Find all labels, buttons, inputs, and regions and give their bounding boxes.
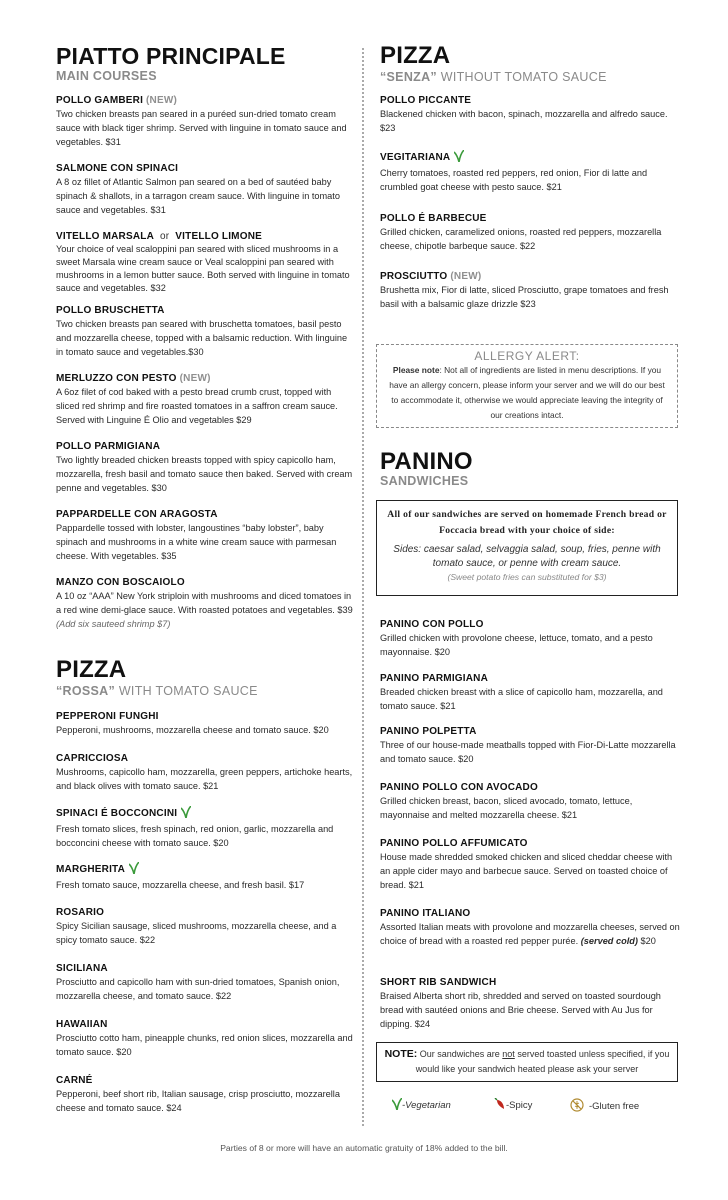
menu-item: [380, 976, 680, 1031]
pizza-rossa-subtitle-bold: “ROSSA”: [56, 684, 116, 698]
pizza-rossa-title: PIZZA: [56, 656, 127, 683]
item-name: POLLO GAMBERI: [56, 95, 144, 106]
item-name: PROSCIUTTO: [380, 271, 448, 282]
menu-item: [56, 576, 354, 631]
item-name: PANINO POLLO CON AVOCADO: [380, 782, 538, 793]
menu-item: [380, 837, 680, 892]
item-description: Fresh tomato sauce, mozzarella cheese, and fresh basil. $17: [56, 880, 305, 890]
allergy-label: Please note: [392, 365, 440, 375]
menu-item: [56, 710, 354, 737]
item-name: POLLO BRUSCHETTA: [56, 305, 165, 316]
menu-item: [56, 508, 354, 563]
sandwich-sides-box: [376, 500, 678, 596]
mains-subtitle: MAIN COURSES: [56, 69, 157, 83]
item-note: (Add six sauteed shrimp $7): [56, 619, 171, 629]
item-description: A 6oz filet of cod baked with a pesto bread crumb crust, topped with sliced red shrimp and fire roasted tomatoes in a saffron cream sauce. Served with Linguine É Olio and vegetables $29: [56, 387, 338, 425]
item-name: HAWAIIAN: [56, 1019, 108, 1030]
menu-item: [380, 618, 680, 659]
item-name: CARNÉ: [56, 1075, 93, 1086]
menu-item: [380, 907, 680, 948]
menu-item: [56, 230, 354, 295]
item-description: Breaded chicken breast with a slice of capicollo ham, mozzarella, and tomato sauce. $21: [380, 687, 663, 711]
pizza-rossa-subtitle: WITH TOMATO SAUCE: [115, 684, 258, 698]
item-description: Prosciutto and capicollo ham with sun-dried tomatoes, Spanish onion, mozzarella cheese, and tomato sauce. $22: [56, 977, 340, 1001]
sides-list: Sides: caesar salad, selvaggia salad, soup, fries, penne with tomato sauce, or penne with cream sauce.: [393, 544, 661, 569]
column-divider: [362, 48, 364, 1126]
menu-item: [56, 372, 354, 427]
item-description: Three of our house-made meatballs topped with Fior-Di-Latte mozzarella and tomato sauce. $20: [380, 740, 676, 764]
sandwich-note-box: [376, 1042, 678, 1082]
item-name: SPINACI É BOCCONCINI: [56, 808, 178, 819]
item-name: PANINO CON POLLO: [380, 619, 484, 630]
item-name: SHORT RIB SANDWICH: [380, 977, 497, 988]
pizza-senza-title: PIZZA: [380, 42, 451, 69]
item-description: Blackened chicken with bacon, spinach, mozzarella and alfredo sauce. $23: [380, 109, 668, 133]
menu-item: [56, 304, 354, 359]
menu-item: [56, 94, 354, 149]
menu-item: [380, 725, 680, 766]
item-name: MERLUZZO CON PESTO: [56, 373, 177, 384]
gratuity-footer: Parties of 8 or more will have an automatic gratuity of 18% added to the bill.: [220, 1143, 508, 1153]
pizza-senza-subtitle-bold: “SENZA”: [380, 70, 437, 84]
item-description: Prosciutto cotto ham, pineapple chunks, red onion slices, mozzarella and tomato sauce. $20: [56, 1033, 353, 1057]
menu-item: [380, 150, 680, 194]
item-name: PANINO POLLO AFFUMICATO: [380, 838, 528, 849]
item-name: CAPRICCIOSA: [56, 753, 129, 764]
item-price: $20: [637, 936, 656, 946]
menu-item: [56, 1018, 354, 1059]
item-name: VITELLO MARSALA: [56, 231, 154, 242]
item-description: House made shredded smoked chicken and sliced cheddar cheese with an apple cider mayo and barbecue sauce. Served on toasted choice of bread. $21: [380, 852, 673, 890]
item-name: MARGHERITA: [56, 864, 126, 875]
item-description: Brushetta mix, Fior di latte, sliced Prosciutto, grape tomatoes and fresh basil with a balsamic glaze drizzle $23: [380, 285, 669, 309]
menu-item: [56, 862, 354, 892]
menu-item: [380, 94, 680, 135]
item-name: SALMONE CON SPINACI: [56, 163, 179, 174]
menu-item: [380, 270, 680, 311]
item-name: VEGITARIANA: [380, 152, 451, 163]
note-text-underlined: not: [502, 1049, 515, 1059]
leaf-icon: [181, 806, 191, 822]
item-name: MANZO CON BOSCAIOLO: [56, 577, 185, 588]
item-description: Spicy Sicilian sausage, sliced mushrooms, mozzarella cheese, and a spicy tomato sauce. $22: [56, 921, 337, 945]
leaf-icon: [392, 1100, 402, 1111]
new-badge: (NEW): [179, 373, 211, 384]
item-description: Grilled chicken with provolone cheese, lettuce, tomato, and a pesto mayonnaise. $20: [380, 633, 653, 657]
leaf-icon: [129, 862, 139, 878]
menu-item: [56, 752, 354, 793]
chili-pepper-icon: [494, 1100, 506, 1111]
menu-item: [380, 212, 680, 253]
item-description: A 8 oz fillet of Atlantic Salmon pan seared on a bed of sautéed baby spinach & shallots, in a tarragon cream sauce. With linguine in tomato sauce and vegetables. $31: [56, 177, 340, 215]
legend-vegetarian: -Vegetarian: [402, 1100, 451, 1111]
item-description: Two chicken breasts pan seared in a puréed sun-dried tomato cream sauce with black tiger shrimp. Served with linguine in tomato sauce and vegetables. $31: [56, 109, 347, 147]
item-name: PEPPERONI FUNGHI: [56, 711, 159, 722]
item-name: POLLO É BARBECUE: [380, 213, 487, 224]
item-description: A 10 oz “AAA” New York striploin with mushrooms and diced tomatoes in a red wine demi-glace sauce. With roasted potatoes and vegetables. $39: [56, 591, 353, 615]
new-badge: (NEW): [450, 271, 482, 282]
sides-note: (Sweet potato fries can substituted for $3): [447, 572, 607, 582]
gluten-free-icon: [570, 1101, 584, 1112]
or-text: or: [160, 231, 170, 242]
allergy-text: : Not all of ingredients are listed in menu descriptions. If you have an allergy concern, please inform your server and we will do our best to accommodate it, otherwise we would appreciate leaving the integrity of our creations intact.: [389, 365, 665, 420]
item-description: Grilled chicken, caramelized onions, roasted red peppers, mozzarella cheese, chipotle barbeque sauce. $22: [380, 227, 662, 251]
note-text-post: served toasted unless specified, if you would like your sandwich heated please ask your server: [415, 1049, 670, 1074]
pizza-senza-subtitle: WITHOUT TOMATO SAUCE: [436, 70, 607, 84]
mains-title: PIATTO PRINCIPALE: [56, 43, 286, 69]
item-description: Two lightly breaded chicken breasts topped with spicy capicollo ham, mozzarella, fresh basil and tomato sauce then baked. Served with cream penne and vegetables. $30: [56, 455, 353, 493]
sides-intro: All of our sandwiches are served on homemade French bread or Foccacia bread with your choice of side:: [387, 509, 667, 536]
item-name: PANINO ITALIANO: [380, 908, 471, 919]
item-description: Pepperoni, beef short rib, Italian sausage, crisp prosciutto, mozzarella cheese and tomato sauce. $24: [56, 1089, 340, 1113]
legend: [390, 1098, 680, 1116]
item-name: PANINO PARMIGIANA: [380, 673, 489, 684]
item-name: SICILIANA: [56, 963, 108, 974]
item-description: Fresh tomato slices, fresh spinach, red onion, garlic, mozzarella and bocconcini cheese with tomato sauce. $20: [56, 824, 334, 848]
legend-spicy: -Spicy: [506, 1100, 533, 1111]
menu-item: [56, 162, 354, 217]
item-description: Your choice of veal scaloppini pan seared with sliced mushrooms in a sweet Marsala wine cream sauce or Veal scaloppini pan seared with mushrooms in a lemon butter sauce. Both served with linguine in tomato sauce and vegetables. $32: [56, 244, 350, 293]
menu-item: [56, 962, 354, 1003]
item-description: Grilled chicken breast, bacon, sliced avocado, tomato, lettuce, mayonnaise and melted mozzarella cheese. $21: [380, 796, 633, 820]
menu-item: [56, 1074, 354, 1115]
menu-item: [56, 906, 354, 947]
allergy-title: ALLERGY ALERT:: [474, 349, 580, 363]
item-note: (served cold): [580, 936, 638, 946]
item-name: POLLO PARMIGIANA: [56, 441, 161, 452]
leaf-icon: [454, 150, 464, 166]
panino-subtitle: SANDWICHES: [380, 474, 469, 488]
item-description: Two chicken breasts pan seared with bruschetta tomatoes, basil pesto and mozzarella cheese, topped with a balsamic reduction. With linguine in tomato sauce and vegetables.$30: [56, 319, 348, 357]
new-badge: (NEW): [146, 95, 178, 106]
item-name: ROSARIO: [56, 907, 105, 918]
item-description: Pappardelle tossed with lobster, langoustines “baby lobster”, baby spinach and mushrooms in a white wine cream sauce with parmesan cheese. With vegetables. $35: [56, 523, 337, 561]
menu-item: [56, 440, 354, 495]
panino-title: PANINO: [380, 448, 473, 475]
item-description: Cherry tomatoes, roasted red peppers, red onion, Fior di latte and crumbled goat cheese with pesto sauce. $21: [380, 168, 648, 192]
item-description: Mushrooms, capicollo ham, mozzarella, green peppers, artichoke hearts, and black olives with tomato sauce. $21: [56, 767, 353, 791]
item-description: Pepperoni, mushrooms, mozzarella cheese and tomato sauce. $20: [56, 725, 329, 735]
item-name: PANINO POLPETTA: [380, 726, 477, 737]
item-description: Braised Alberta short rib, shredded and served on toasted sourdough bread with sautéed onions and Brie cheese. Served with Au Jus for dipping. $24: [380, 991, 661, 1029]
menu-item: [380, 781, 680, 822]
menu-item: [56, 806, 354, 850]
allergy-alert-box: [376, 344, 678, 428]
note-text-pre: Our sandwiches are: [417, 1049, 503, 1059]
menu-item: [380, 672, 680, 713]
item-description: Assorted Italian meats with provolone and mozzarella cheeses, served on choice of bread with a roasted red pepper purée.: [380, 922, 680, 946]
legend-gluten-free: -Gluten free: [589, 1101, 640, 1112]
item-name-alt: VITELLO LIMONE: [175, 231, 262, 242]
item-name: POLLO PICCANTE: [380, 95, 472, 106]
item-name: PAPPARDELLE CON ARAGOSTA: [56, 509, 218, 520]
note-label: NOTE:: [384, 1048, 418, 1060]
